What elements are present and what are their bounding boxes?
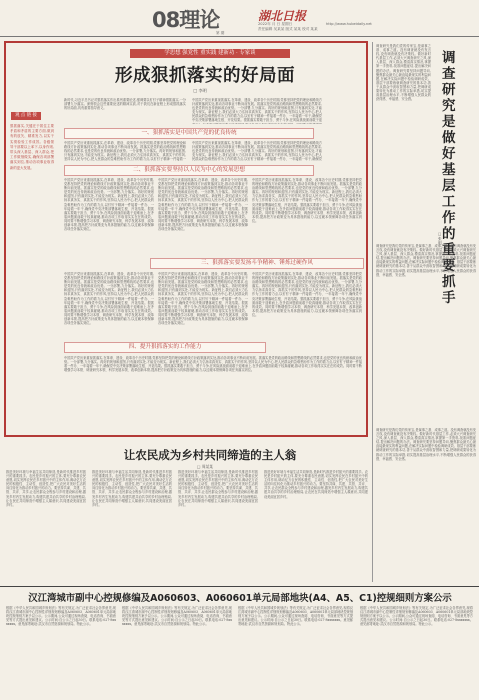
main-body-col-7: 中国共产党历来重视抓落实,在革命、建设、改革各个历史时期,党都坚持把党的理论和路线方针政策落到实处,推动各项事业不断向前发展。抓落实是党的政治路线和思想路线的必然要求,也是党的优良传统和政治优势。一分部署,九分落实。再好的规划和蓝图,只有落到实处,才能变为现实。新征程上,我们必须大力弘扬求真务实、真抓实干的作风,坚持以人民为中心,把人民群众的急难愁盼作为工作的着力点,以钉钉子精神一件接着一件办、一年接着一年干,确保党中央决策部署落地生根、开花结果。狠抓落实要敢于担当、勇于斗争,在风险挑战面前敢于迎难而上,在矛盾问题面前敢于较真碰硬,推动各项工作取得实实在在的成效。同时要不断增强学习本领、调查研究本领、科学发展本领、改革创新本领,提高把方针政策变为具体措施的能力,以过硬本领保障各项任务落实到位。 — [252, 272, 362, 317]
section-heading-1: 一、狠抓落实是中国共产党的优良传统 — [64, 128, 314, 139]
main-body-col-6: 中国共产党历来重视抓落实,在革命、建设、改革各个历史时期,党都坚持把党的理论和路线方针政策落到实处,推动各项事业不断向前发展。抓落实是党的政治路线和思想路线的必然要求,也是党的优良传统和政治优势。一分部署,九分落实。再好的规划和蓝图,只有落到实处,才能变为现实。新征程上,我们必须大力弘扬求真务实、真抓实干的作风,坚持以人民为中心,把人民群众的急难愁盼作为工作的着力点,以钉钉子精神一件接着一件办、一年接着一年干,确保党中央决策部署落地生根、开花结果。狠抓落实要敢于担当、勇于斗争,在风险挑战面前敢于迎难而上,在矛盾问题面前敢于较真碰硬,推动各项工作取得实实在在的成效。同时要不断增强学习本领、调查研究本领、科学发展本领、改革创新本领,提高把方针政策变为具体措施的能力,以过硬本领保障各项任务落实到位。 — [158, 272, 248, 326]
second-body-col-3: 推进美好环境与幸福生活共同缔造,是新时代推进乡村振兴的重要抓手。农民是乡村振兴的主体,要充分尊重农民意愿,切实发挥农民在乡村振兴中的主体作用,调动亿万农民的积极性、主动性、创造性,把广大农民对美好生活的向往转化为推动乡村振兴的动力。要坚持共谋、共建、共管、共评、共享,让农民群众全程参与乡村建设和治理,激发乡村内生发展动力,构建共建共治共享的乡村治理格局,让农民在共同缔造中增强主人翁意识,共同建设美丽宜居乡村。 — [178, 470, 258, 507]
page-label: 08理论 — [152, 8, 220, 32]
edition-line: 2022年 月 日 星期日 — [258, 22, 293, 26]
section-heading-3: 三、狠抓落实要发扬斗争精神、锤炼过硬作风 — [150, 258, 364, 269]
main-body-col-3: 中国共产党历来重视抓落实,在革命、建设、改革各个历史时期,党都坚持把党的理论和路线方针政策落到实处,推动各项事业不断向前发展。抓落实是党的政治路线和思想路线的必然要求,也是党的优良传统和政治优势。一分部署,九分落实。再好的规划和蓝图,只有落到实处,才能变为现实。新征程上,我们必须大力弘扬求真务实、真抓实干的作风,坚持以人民为中心,把人民群众的急难愁盼作为工作的着力点,以钉钉子精神一件接着一件办、一年接着一年干,确保党中央决策部署落地生根、开花结果。狠抓落实要敢于担当、勇于斗争,在风险挑战面前敢于迎难而上,在矛盾问题面前敢于较真碰硬,推动各项工作取得实实在在的成效。同时要不断增强学习本领、调查研究本领、科学发展本领、改革创新本领,提高把方针政策变为具体措施的能力,以过硬本领保障各项任务落实到位。 — [158, 178, 248, 232]
second-body-col-1: 推进美好环境与幸福生活共同缔造,是新时代推进乡村振兴的重要抓手。农民是乡村振兴的主体,要充分尊重农民意愿,切实发挥农民在乡村振兴中的主体作用,调动亿万农民的积极性、主动性、创造性,把广大农民对美好生活的向往转化为推动乡村振兴的动力。要坚持共谋、共建、共管、共评、共享,让农民群众全程参与乡村建设和治理,激发乡村内生发展动力,构建共建共治共享的乡村治理格局,让农民在共同缔造中增强主人翁意识,共同建设美丽宜居乡村。 — [6, 470, 86, 507]
notice-col-2: 根据《中华人民共和国城乡规划法》等有关规定,为广泛征求社会各界意见,现将汉江湾城市副中心控制性详细规划修编及A060603、A060601单元局部地块控规细则方案予以公示。公示期间,公众可通过现场查阅、电话咨询、书面意见等方式提出意见和建议。公示时间:自公示之日起30日。联系电话:027-8xxxxxxx。意见邮寄地址:武汉市自然资源和规划局。特此公示。 — [122, 606, 232, 627]
notice-title: 汉江湾城市副中心控规修编及A060603、A060601单元局部地块(A4、A5、C1)控规细则方案公示 — [28, 593, 452, 604]
website-url[interactable]: http://www.hubeidaily.net — [326, 22, 372, 26]
notice-top-rule — [0, 586, 479, 587]
main-body-col-2: 中国共产党历来重视抓落实,在革命、建设、改革各个历史时期,党都坚持把党的理论和路线方针政策落到实处,推动各项事业不断向前发展。抓落实是党的政治路线和思想路线的必然要求,也是党的优良传统和政治优势。一分部署,九分落实。再好的规划和蓝图,只有落到实处,才能变为现实。新征程上,我们必须大力弘扬求真务实、真抓实干的作风,坚持以人民为中心,把人民群众的急难愁盼作为工作的着力点,以钉钉子精神一件接着一件办、一年接着一年干,确保党中央决策部署落地生根、开花结果。狠抓落实要敢于担当、勇于斗争,在风险挑战面前敢于迎难而上,在矛盾问题面前敢于较真碰硬,推动各项工作取得实实在在的成效。同时要不断增强学习本领、调查研究本领、科学发展本领、改革创新本领,提高把方针政策变为具体措施的能力,以过硬本领保障各项任务落实到位。 — [64, 178, 154, 232]
issue-line: 第 期 — [216, 31, 225, 35]
right-column-rule — [372, 42, 373, 582]
second-article-title: 让农民成为乡村共同缔造的主人翁 — [123, 448, 297, 462]
main-title: 形成狠抓落实的好局面 — [115, 66, 295, 86]
main-body-col-4: 中国共产党历来重视抓落实,在革命、建设、改革各个历史时期,党都坚持把党的理论和路线方针政策落到实处,推动各项事业不断向前发展。抓落实是党的政治路线和思想路线的必然要求,也是党的优良传统和政治优势。一分部署,九分落实。再好的规划和蓝图,只有落到实处,才能变为现实。新征程上,我们必须大力弘扬求真务实、真抓实干的作风,坚持以人民为中心,把人民群众的急难愁盼作为工作的着力点,以钉钉子精神一件接着一件办、一年接着一年干,确保党中央决策部署落地生根、开花结果。狠抓落实要敢于担当、勇于斗争,在风险挑战面前敢于迎难而上,在矛盾问题面前敢于较真碰硬,推动各项工作取得实实在在的成效。同时要不断增强学习本领、调查研究本领、科学发展本领、改革创新本领,提高把方针政策变为具体措施的能力,以过硬本领保障各项任务落实到位。 — [252, 178, 362, 223]
main-lead: 新时代,习近平总书记对狠抓落实作出系列重要论述,强调要以钉钉子精神狠抓落实,一分部署九分落实。深刻领会这些重要论述的精神实质,对于我们在新征程上形成狠抓落实的好局面,具有重要指导意义。 — [64, 98, 186, 111]
main-lead-2: 中国共产党历来重视抓落实,在革命、建设、改革各个历史时期,党都坚持把党的理论和路线方针政策落到实处,推动各项事业不断向前发展。抓落实是党的政治路线和思想路线的必然要求,也是党的优良传统和政治优势。一分部署,九分落实。再好的规划和蓝图,只有落到实处,才能变为现实。新征程上,我们必须大力弘扬求真务实、真抓实干的作风,坚持以人民为中心,把人民群众的急难愁盼作为工作的着力点,以钉钉子精神一件接着一件办、一年接着一年干,确保党中央决策部署落地生根、开花结果。狠抓落实要敢于担当、勇于斗争,在风险挑战面前敢于迎 — [192, 98, 322, 123]
main-body-col-1b: 中国共产党历来重视抓落实,在革命、建设、改革各个历史时期,党都坚持把党的理论和路线方针政策落到实处,推动各项事业不断向前发展。抓落实是党的政治路线和思想路线的必然要求,也是党的优良传统和政治优势。一分部署,九分落实。再好的规划和蓝图,只有落到实处,才能变为现实。新征程上,我们必须大力弘扬求真务实、真抓实干的作风,坚持以人民为中心,把人民群众的急难愁盼作为工作的着力点,以钉钉子精神一件接着一件办、一年接着一年干,确保党 — [192, 141, 322, 161]
sidebar-label: 观 点 链 接 — [11, 112, 41, 120]
notice-col-1: 根据《中华人民共和国城乡规划法》等有关规定,为广泛征求社会各界意见,现将汉江湾城市副中心控制性详细规划修编及A060603、A060601单元局部地块控规细则方案予以公示。公示期间,公众可通过现场查阅、电话咨询、书面意见等方式提出意见和建议。公示时间:自公示之日起30日。联系电话:027-8xxxxxxx。意见邮寄地址:武汉市自然资源和规划局。特此公示。 — [6, 606, 116, 627]
header-rule — [0, 36, 479, 37]
section-heading-2: 二、狠抓落实要坚持以人民为中心的发展思想 — [64, 165, 314, 176]
second-body-col-4: 推进美好环境与幸福生活共同缔造,是新时代推进乡村振兴的重要抓手。农民是乡村振兴的主体,要充分尊重农民意愿,切实发挥农民在乡村振兴中的主体作用,调动亿万农民的积极性、主动性、创造性,把广大农民对美好生活的向往转化为推动乡村振兴的动力。要坚持共谋、共建、共管、共评、共享,让农民群众全程参与乡村建设和治理,激发乡村内生发展动力,构建共建共治共享的乡村治理格局,让农民在共同缔造中增强主人翁意识,共同建设美丽宜居乡村。 — [264, 470, 368, 499]
main-body-col-8: 中国共产党历来重视抓落实,在革命、建设、改革各个历史时期,党都坚持把党的理论和路线方针政策落到实处,推动各项事业不断向前发展。抓落实是党的政治路线和思想路线的必然要求,也是党的优良传统和政治优势。一分部署,九分落实。再好的规划和蓝图,只有落到实处,才能变为现实。新征程上,我们必须大力弘扬求真务实、真抓实干的作风,坚持以人民为中心,把人民群众的急难愁盼作为工作的着力点,以钉钉子精神一件接着一件办、一年接着一年干,确保党中央决策部署落地生根、开花结果。狠抓落实要敢于担当、勇于斗争,在风险挑战面前敢于迎难而上,在矛盾问题面前敢于较真碰硬,推动各项工作取得实实在在的成效。同时要不断增强学习本领、调查研究本领、科学发展本领、改革创新本领,提高把方针政策变为具体措施的能力,以过硬本领保障各项任务落实到位。 — [64, 356, 362, 373]
right-column-headline: 调查研究是做好基层工作的重要抓手 — [442, 50, 456, 306]
main-body-col-5: 中国共产党历来重视抓落实,在革命、建设、改革各个历史时期,党都坚持把党的理论和路线方针政策落到实处,推动各项事业不断向前发展。抓落实是党的政治路线和思想路线的必然要求,也是党的优良传统和政治优势。一分部署,九分落实。再好的规划和蓝图,只有落到实处,才能变为现实。新征程上,我们必须大力弘扬求真务实、真抓实干的作风,坚持以人民为中心,把人民群众的急难愁盼作为工作的着力点,以钉钉子精神一件接着一件办、一年接着一年干,确保党中央决策部署落地生根、开花结果。狠抓落实要敢于担当、勇于斗争,在风险挑战面前敢于迎难而上,在矛盾问题面前敢于较真碰硬,推动各项工作取得实实在在的成效。同时要不断增强学习本领、调查研究本领、科学发展本领、改革创新本领,提高把方针政策变为具体措施的能力,以过硬本领保障各项任务落实到位。 — [64, 272, 154, 326]
right-column-text-2: 调查研究是我们党的传家宝,是谋事之基、成事之道。没有调查就没有发言权,没有调查就没有决策权。做好新时代基层工作,必须大兴调查研究之风,深入基层、深入群众,摸清真实情况,掌握第一手资料,找准问题症结,提出解决问题的办法。调查研究要坚持问题导向,聚焦群众最关心最直接最现实的利益问题,在解决实际问题中检验调研成效。基层干部要练就调查研究的基本功,善于从群众中汲取智慧和力量,把调研成果转化为推动工作的实际举措,切实提高基层治理水平,不断增强人民群众的获得感、幸福感、安全感。 — [376, 244, 476, 277]
editor-line: 责任编辑 吴某某 版式 某某 校对 某某 — [258, 27, 318, 31]
notice-col-4: 根据《中华人民共和国城乡规划法》等有关规定,为广泛征求社会各界意见,现将汉江湾城市副中心控制性详细规划修编及A060603、A060601单元局部地块控规细则方案予以公示。公示期间,公众可通过现场查阅、电话咨询、书面意见等方式提出意见和建议。公示时间:自公示之日起30日。联系电话:027-8xxxxxxx。意见邮寄地址:武汉市自然资源和规划局。特此公示。 — [360, 606, 473, 627]
masthead-logo: 湖北日报 — [258, 9, 307, 23]
right-column-author: □ 张明 — [438, 232, 442, 245]
right-column-text-top: 调查研究是我们党的传家宝,是谋事之基、成事之道。没有调查就没有发言权,没有调查就没有决策权。做好新时代基层工作,必须大兴调查研究之风,深入基层、深入群众,摸清真实情况,掌握第一手资料,找准问题症结,提出解决问题的办法。调查研究要坚持问题导向,聚焦群众最关心最直接最现实的利益问题,在解决实际问题中检验调研成效。基层干部要练就调查研究的基本功,善于从群众中汲取智慧和力量,把调研成果转化为推动工作的实际举措,切实提高基层治理水平,不断增强人民群众的获得感、幸福感、安全感。 — [376, 44, 431, 102]
main-tagline: 学思想 强党性 重实践 建新功 · 专家谈 — [130, 49, 290, 58]
sidebar-text: 狠抓落实,关键在于抓住主要矛盾和矛盾的主要方面,做到有的放矢、精准发力,以实干实绩检验工作成效。各级领导干部要以上率下,以身作则,带头深入基层、深入群众,把工作做细做实,确保各项部署落实到位,推动各项事业取得新的更大发展。 — [10, 124, 54, 170]
main-author: □ 李明 — [193, 88, 207, 93]
second-body-col-2: 推进美好环境与幸福生活共同缔造,是新时代推进乡村振兴的重要抓手。农民是乡村振兴的主体,要充分尊重农民意愿,切实发挥农民在乡村振兴中的主体作用,调动亿万农民的积极性、主动性、创造性,把广大农民对美好生活的向往转化为推动乡村振兴的动力。要坚持共谋、共建、共管、共评、共享,让农民群众全程参与乡村建设和治理,激发乡村内生发展动力,构建共建共治共享的乡村治理格局,让农民在共同缔造中增强主人翁意识,共同建设美丽宜居乡村。 — [92, 470, 172, 507]
right-column-text-3: 调查研究是我们党的传家宝,是谋事之基、成事之道。没有调查就没有发言权,没有调查就没有决策权。做好新时代基层工作,必须大兴调查研究之风,深入基层、深入群众,摸清真实情况,掌握第一手资料,找准问题症结,提出解决问题的办法。调查研究要坚持问题导向,聚焦群众最关心最直接最现实的利益问题,在解决实际问题中检验调研成效。基层干部要练就调查研究的基本功,善于从群众中汲取智慧和力量,把调研成果转化为推动工作的实际举措,切实提高基层治理水平,不断增强人民群众的获得感、幸福感、安全感。 — [376, 428, 476, 461]
section-heading-4: 四、提升狠抓落实的工作能力 — [64, 342, 266, 353]
main-body-col-1a: 中国共产党历来重视抓落实,在革命、建设、改革各个历史时期,党都坚持把党的理论和路线方针政策落到实处,推动各项事业不断向前发展。抓落实是党的政治路线和思想路线的必然要求,也是党的优良传统和政治优势。一分部署,九分落实。再好的规划和蓝图,只有落到实处,才能变为现实。新征程上,我们必须大力弘扬求真务实、真抓实干的作风,坚持以人民为中心,把人民群众的急难愁盼作为工作的着力点,以钉钉子精神一件接着一 — [64, 141, 186, 161]
notice-col-3: 根据《中华人民共和国城乡规划法》等有关规定,为广泛征求社会各界意见,现将汉江湾城市副中心控制性详细规划修编及A060603、A060601单元局部地块控规细则方案予以公示。公示期间,公众可通过现场查阅、电话咨询、书面意见等方式提出意见和建议。公示时间:自公示之日起30日。联系电话:027-8xxxxxxx。意见邮寄地址:武汉市自然资源和规划局。特此公示。 — [238, 606, 353, 627]
second-article-author: □ 周某某 — [196, 464, 214, 469]
